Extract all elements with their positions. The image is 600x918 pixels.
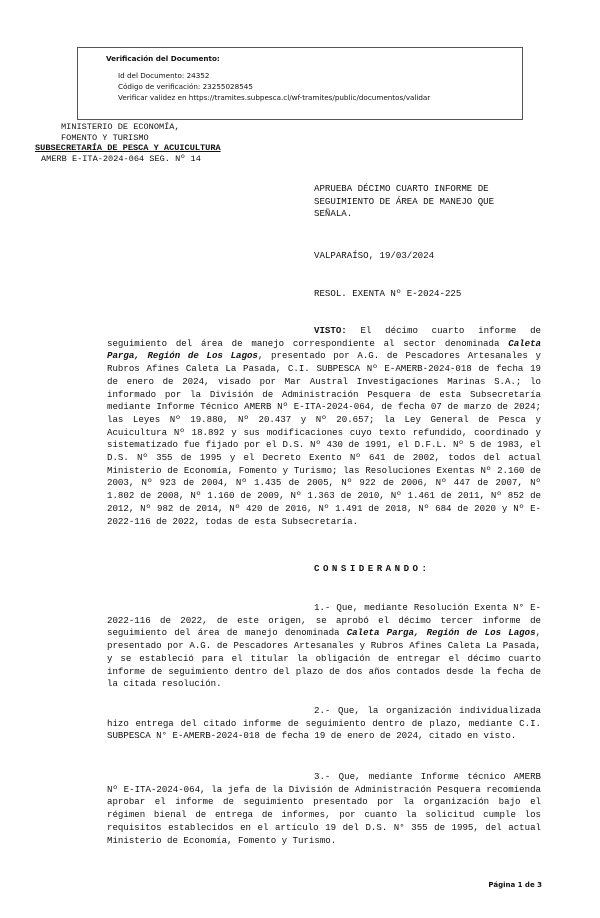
validation-url[interactable]: • Verificar validez en https://tramites.subpesca.cl/wf-tramites/public/documentos/validar (118, 92, 522, 103)
ministry-line-1: MINISTERIO DE ECONOMÍA, (61, 122, 180, 132)
visto-text-1: El décimo cuarto informe de seguimiento del área de manejo correspondiente al sector denominada (107, 325, 541, 349)
considerando-1-text-2: , presentado por A.G. de Pescadores Artesanales y Rubros Afines Caleta La Pasada, y se estableció para el titular la obligación de entregar el décimo cuarto informe de seguimiento dentro del plazo de dos años contados desde la fecha de la citada resolución. (107, 627, 542, 690)
page-number: Página 1 de 3 (488, 881, 542, 889)
resolution-number: RESOL. EXENTA Nº E-2024-225 (314, 288, 462, 299)
ministry-line-2: FOMENTO Y TURISMO (61, 132, 149, 143)
considerando-1-text-1: 1.- Que, mediante Resolución Exenta N° E-2022-116 de 2022, de este origen, se aprobó el décimo tercer informe de seguimiento del área de manejo denominada (107, 602, 541, 639)
verification-title: Verificación del Documento: (106, 54, 220, 63)
reference-line: AMERB E-ITA-2024-064 SEG. Nº 14 (41, 153, 201, 164)
document-subject: APRUEBA DÉCIMO CUARTO INFORME DE SEGUIMIENTO DE ÁREA DE MANEJO QUE SEÑALA. (314, 183, 495, 219)
visto-paragraph (107, 325, 541, 528)
subsecretaria-line: SUBSECRETARÍA DE PESCA Y ACUICULTURA (35, 143, 221, 153)
document-date: VALPARAÍSO, 19/03/2024 (314, 250, 435, 261)
considerando-3: 3.- Que, mediante Informe técnico AMERB Nº E-ITA-2024-064, la jefa de la División de Administración Pesquera recomienda aprobar el informe de seguimiento presentado por la organización bajo el régimen bienal de entrega de informes, por cuanto la solicitud cumple los requisitos establecidos en el artículo 19 del D.S. N° 355 de 1995, del actual Ministerio de Economía, Fomento y Turismo. (107, 771, 541, 846)
considerando-heading: CONSIDERANDO: (314, 563, 431, 574)
visto-area-name: Caleta Parga, Región de Los Lagos (107, 337, 541, 362)
verification-box (77, 47, 523, 120)
document-id: • Id del Documento: 24352 (118, 70, 522, 81)
verification-code: • Código de verificación: 23255028545 (118, 81, 522, 92)
visto-label: VISTO: (314, 325, 347, 336)
ministry-header (35, 122, 221, 164)
considerando-1 (107, 602, 541, 691)
considerando-2: 2.- Que, la organización individualizada hizo entrega del citado informe de seguimiento dentro de plazo, mediante C.I. SUBPESCA N° E-AMERB-2024-018 de fecha 19 de enero de 2024, citado en visto. (107, 705, 541, 742)
verification-list (106, 70, 522, 103)
visto-text-2: , presentado por A.G. de Pescadores Artesanales y Rubros Afines Caleta La Pasada, C.I. SUBPESCA Nº E-AMERB-2024-018 de fecha 19 de enero de 2024, visado por Mar Austral Investigaciones Marinas S.A.; lo informado por la División de Administración Pesquera de esta Subsecretaría mediante Informe Técnico AMERB Nº E-ITA-2024-064, de fecha 07 de marzo de 2024; las Leyes Nº 19.880, Nº 20.437 y Nº 20.657; la Ley General de Pesca y Acuicultura Nº 18.892 y sus modificaciones cuyo texto refundido, coordinado y sistematizado fue fijado por el D.S. Nº 430 de 1991, el D.F.L. Nº 5 de 1983, el D.S. Nº 355 de 1995 y el Decreto Exento Nº 641 de 2002, todos del actual Ministerio de Economía, Fomento y Turismo; las Resoluciones Exentas Nº 2.160 de 2003, Nº 923 de 2004, Nº 1.435 de 2005, Nº 922 de 2006, Nº 447 de 2007, Nº 1.802 de 2008, Nº 1.160 de 2009, Nº 1.363 de 2010, Nº 1.461 de 2011, Nº 852 de 2012, Nº 982 de 2014, Nº 420 de 2016, Nº 1.491 de 2018, Nº 684 de 2020 y Nº E-2022-116 de 2022, todas de esta Subsecretaría. (107, 350, 541, 527)
considerando-1-area-name: Caleta Parga, Región de Los Lagos (346, 627, 536, 639)
